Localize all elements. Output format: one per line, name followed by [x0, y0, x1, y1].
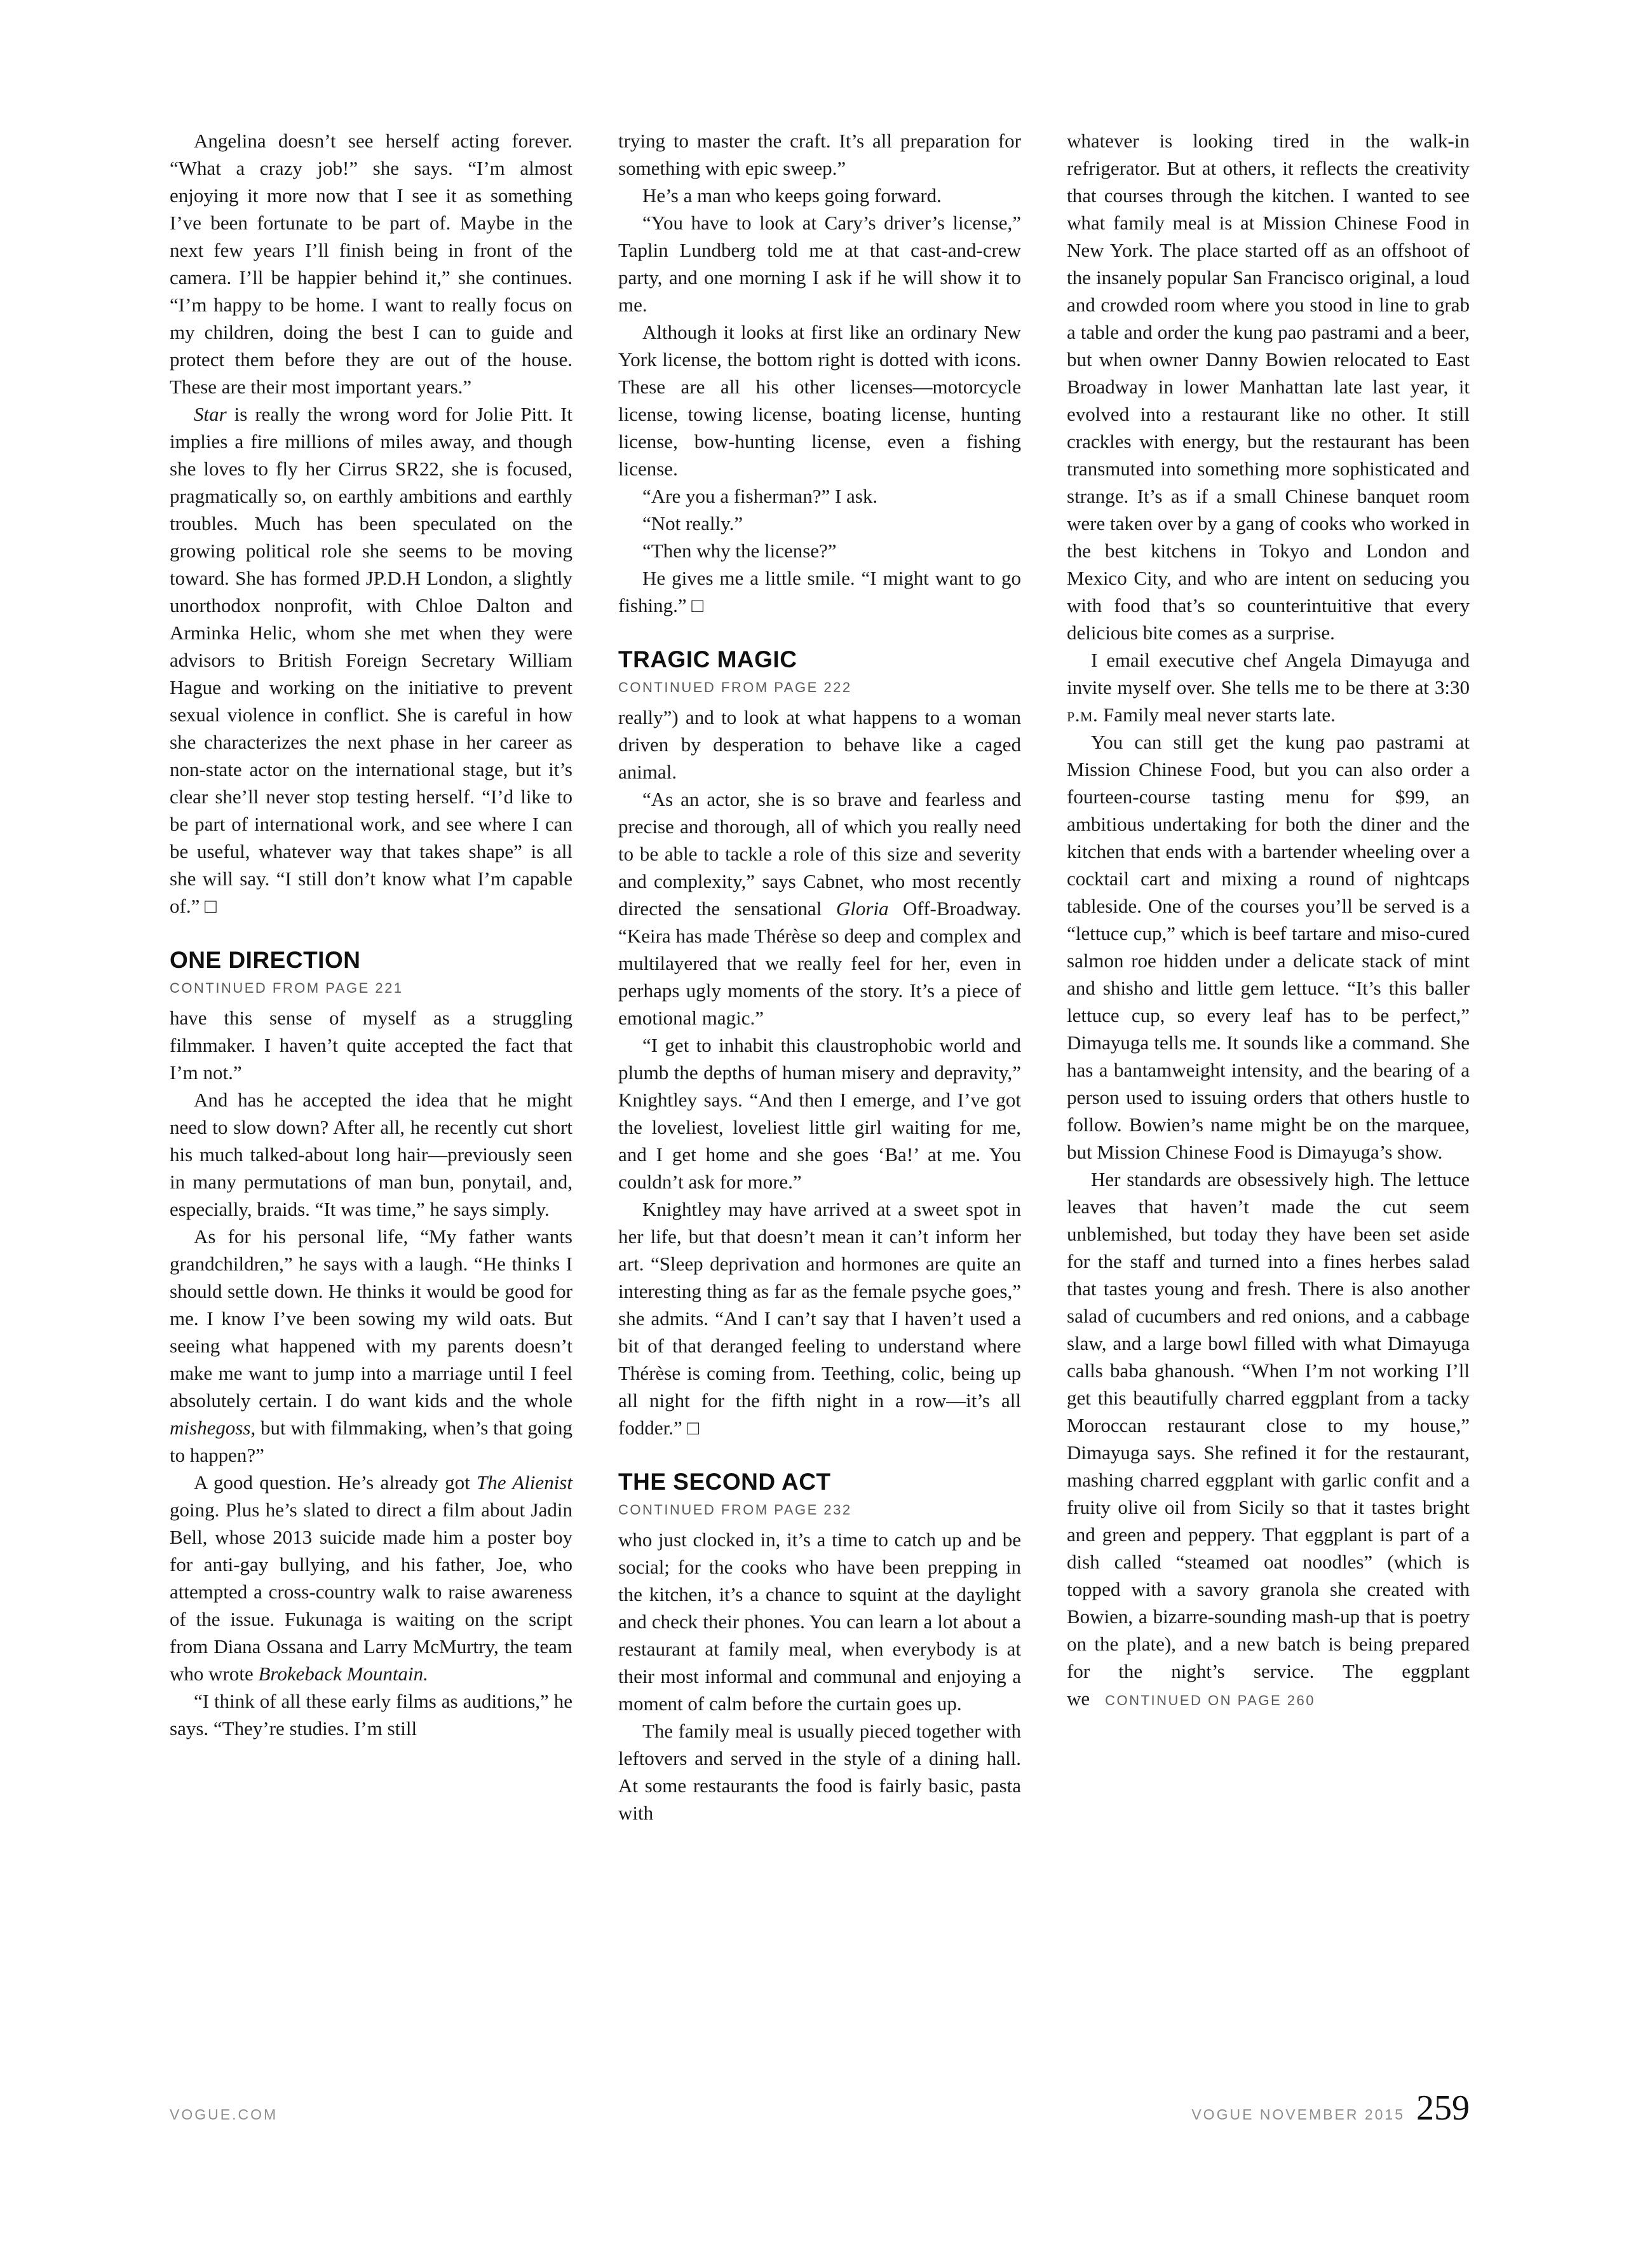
paragraph — [618, 1526, 1021, 1717]
text-segment: “I think of all these early films as auditions,” he says. “They’re studies. I’m still — [170, 1690, 572, 1740]
paragraph — [170, 1469, 572, 1687]
text-segment: going. Plus he’s slated to direct a film about Jadin Bell, whose 2013 suicide made him a poster boy for anti-gay bullying, and his father, Joe, who attempted a cross-country walk to raise awareness of the issue. Fukunaga is waiting on the script from Diana Ossana and Larry McMurtry, the team who wrote — [170, 1499, 572, 1685]
text-segment: Her standards are obsessively high. The lettuce leaves that haven’t made the cut seem unblemished, but today they have been set aside for the staff and turned into a fines herbes salad that tastes young and fresh. There is also another salad of cucumbers and red onions, and a cabbage slaw, and a large bowl filled with what Dimayuga calls baba ghanoush. “When I’m not working I’ll get this beautifully charred eggplant from a tacky Moroccan restaurant close to my house,” Dimayuga says. She refined it for the restaurant, mashing charred eggplant with garlic confit and a fruity olive oil from Sicily so that it tastes bright and green and peppery. That eggplant is part of a dish called “steamed oat noodles” (which is topped with a savory granola she created with Bowien, a bizarre-sounding mash-up that is poetry on the plate), and a new batch is being prepared for the night’s service. The eggplant we — [1067, 1168, 1470, 1710]
text-segment: but with filmmaking, when’s that going to happen?” — [170, 1417, 572, 1467]
footer-site-url: VOGUE.COM — [170, 2106, 278, 2123]
page-footer — [170, 2088, 1470, 2128]
continued-from-note: CONTINUED FROM PAGE 222 — [618, 679, 852, 695]
paragraph — [618, 318, 1021, 482]
text-segment: Gloria — [836, 897, 889, 920]
text-segment: “Not really.” — [642, 512, 743, 534]
paragraph — [618, 1717, 1021, 1827]
text-segment: As for his personal life, “My father wants grandchildren,” he says with a laugh. “He thinks I should settle down. He thinks it would be good for me. I know I’ve been sowing my wild oats. But seeing what happened with my parents doesn’t make me want to jump into a marriage until I feel absolutely certain. I do want kids and the whole — [170, 1225, 572, 1412]
paragraph — [170, 1086, 572, 1223]
paragraph — [618, 182, 1021, 209]
text-segment: have this sense of myself as a struggling filmmaker. I haven’t quite accepted the fact that I’m not.” — [170, 1007, 572, 1084]
footer-issue — [1191, 2088, 1470, 2128]
text-segment: “Then why the license?” — [642, 540, 837, 562]
paragraph — [170, 1223, 572, 1469]
text-segment: is really the wrong word for Jolie Pitt. It implies a fire millions of miles away, and though she loves to fly her Cirrus SR22, she is focused, pragmatically so, on earthly ambitions and earthly troubles. Much has been speculated on the growing political role she seems to be moving toward. She has formed JP.D.H London, a slightly unorthodox nonprofit, with Chloe Dalton and Arminka Helic, whom she met when they were advisors to British Foreign Secretary William Hague and working on the initiative to prevent sexual violence in conflict. She is careful in how she characterizes the next phase in her career as non-state actor on the international stage, but it’s clear she’ll never stop testing herself. “I’d like to be part of international work, and see where I can be useful, whatever way that takes shape” is all she will say. “I still don’t know what I’m capable of.” □ — [170, 403, 572, 917]
column-3 — [1067, 127, 1470, 1714]
text-segment: “As an actor, she is so brave and fearless and precise and thorough, all of which you really need to be able to tackle a role of this size and severity and complexity,” says Cabnet, who most recently directed the sensational — [618, 788, 1021, 920]
text-segment: who just clocked in, it’s a time to catch up and be social; for the cooks who have been prepping in the kitchen, it’s a chance to squint at the daylight and check their phones. You can learn a lot about a restaurant at family meal, when everybody is at their most informal and communal and enjoying a moment of calm before the curtain goes up. — [618, 1528, 1021, 1715]
paragraph — [618, 786, 1021, 1031]
paragraph — [1067, 127, 1470, 646]
article-columns — [170, 127, 1470, 1827]
text-segment: “You have to look at Cary’s driver’s license,” Taplin Lundberg told me at that cast-and-crew party, and one morning I ask if he will show it to me. — [618, 212, 1021, 316]
text-segment: mishegoss, — [170, 1417, 256, 1439]
text-segment: The family meal is usually pieced together with leftovers and served in the style of a dining hall. At some restaurants the food is fairly basic, pasta with — [618, 1720, 1021, 1825]
text-segment: A good question. He’s already got — [194, 1471, 477, 1494]
column-1 — [170, 127, 572, 1742]
text-segment: whatever is looking tired in the walk-in refrigerator. But at others, it reflects the creativity that courses through the kitchen. I wanted to see what family meal is at Mission Chinese Food in New York. The place started off as an offshoot of the insanely popular San Francisco original, a loud and crowded room where you stood in line to grab a table and order the kung pao pastrami and a beer, but when owner Danny Bowien relocated to East Broadway in lower Manhattan late last year, it evolved into a restaurant like no other. It still crackles with energy, but the restaurant has been transmuted into something more sophisticated and strange. It’s as if a small Chinese banquet room were taken over by a gang of cooks who worked in the best kitchens in Tokyo and London and Mexico City, and who are intent on seducing you with food that’s so counterintuitive that every delicious bite comes as a surprise. — [1067, 130, 1470, 644]
text-segment: “Are you a fisherman?” I ask. — [642, 485, 878, 507]
text-segment: Family meal never starts late. — [1098, 704, 1336, 726]
paragraph — [618, 564, 1021, 619]
text-segment: Although it looks at first like an ordinary New York license, the bottom right is dotted with icons. These are all his other licenses—motorcycle license, towing license, boating license, hunting license, bow-hunting license, even a fishing license. — [618, 321, 1021, 480]
text-segment: Brokeback Mountain. — [258, 1663, 428, 1685]
column-2 — [618, 127, 1021, 1827]
paragraph — [618, 1195, 1021, 1441]
paragraph — [618, 127, 1021, 182]
paragraph — [618, 1031, 1021, 1195]
paragraph — [170, 127, 572, 400]
paragraph — [170, 1687, 572, 1742]
continued-from-note: CONTINUED FROM PAGE 232 — [618, 1501, 852, 1518]
text-segment: You can still get the kung pao pastrami at Mission Chinese Food, but you can also order a fourteen-course tasting menu for $99, an ambitious undertaking for both the diner and the kitchen that ends with a bartender wheeling over a cocktail cart and mixing a round of nightcaps tableside. One of the courses you’ll be served is a “lettuce cup,” which is beef tartare and miso-cured salmon roe hidden under a delicate stack of mint and shisho and little gem lettuce. “It’s this baller lettuce cup, so every leaf has to be perfect,” Dimayuga tells me. It sounds like a command. She has a bantamweight intensity, and the bearing of a person used to issuing orders that others hustle to follow. Bowien’s name might be on the marquee, but Mission Chinese Food is Dimayuga’s show. — [1067, 731, 1470, 1163]
paragraph — [170, 400, 572, 920]
paragraph — [618, 537, 1021, 564]
paragraph — [1067, 646, 1470, 728]
text-segment: Knightley may have arrived at a sweet spot in her life, but that doesn’t mean it can’t inform her art. “Sleep deprivation and hormones are quite an interesting thing as far as the female psyche goes,” she admits. “And I can’t say that I haven’t used a bit of that deranged feeling to understand where Thérèse is coming from. Teething, colic, being up all night for the fifth night in a row—it’s all fodder.” □ — [618, 1198, 1021, 1439]
text-segment: And has he accepted the idea that he might need to slow down? After all, he recently cut short his much talked-about long hair—previously seen in many permutations of man bun, ponytail, and, especially, braids. “It was time,” he says simply. — [170, 1089, 572, 1221]
paragraph — [618, 209, 1021, 318]
paragraph — [1067, 1166, 1470, 1714]
article-heading: ONE DIRECTION — [170, 947, 361, 973]
paragraph — [618, 510, 1021, 537]
page-number: 259 — [1416, 2088, 1470, 2128]
text-segment: The Alienist — [477, 1471, 572, 1494]
text-segment: trying to master the craft. It’s all preparation for something with epic sweep.” — [618, 130, 1021, 179]
paragraph — [1067, 728, 1470, 1166]
text-segment: really”) and to look at what happens to a woman driven by desperation to behave like a caged animal. — [618, 706, 1021, 784]
footer-issue-label: VOGUE NOVEMBER 2015 — [1191, 2106, 1405, 2123]
continued-from-note: CONTINUED FROM PAGE 221 — [170, 979, 403, 996]
article-heading: THE SECOND ACT — [618, 1469, 831, 1495]
text-segment: He gives me a little smile. “I might want to go fishing.” □ — [618, 567, 1021, 616]
article-heading: TRAGIC MAGIC — [618, 646, 797, 672]
text-segment: Star — [194, 403, 227, 425]
text-segment: “I get to inhabit this claustrophobic world and plumb the depths of human misery and depravity,” Knightley says. “And then I emerge, and I’ve got the loveliest, loveliest little girl waiting for me, and I get home and she goes ‘Ba!’ at me. You couldn’t ask for more.” — [618, 1034, 1021, 1194]
paragraph — [170, 1004, 572, 1086]
text-segment: Off-Broadway. “Keira has made Thérèse so deep and complex and multilayered that we really feel for her, even in perhaps ugly moments of the story. It’s a piece of emotional magic.” — [618, 897, 1021, 1030]
paragraph — [618, 482, 1021, 510]
paragraph — [618, 704, 1021, 786]
continued-on-note: CONTINUED ON PAGE 260 — [1105, 1692, 1315, 1708]
text-segment: I email executive chef Angela Dimayuga and invite myself over. She tells me to be there at 3:30 — [1067, 649, 1470, 698]
text-segment: He’s a man who keeps going forward. — [642, 184, 942, 207]
text-segment: p.m. — [1067, 704, 1099, 726]
text-segment: Angelina doesn’t see herself acting forever. “What a crazy job!” she says. “I’m almost enjoying it more now that I see it as something I’ve been fortunate to be part of. Maybe in the next few years I’ll finish being in front of the camera. I’ll be happier behind it,” she continues. “I’m happy to be home. I want to really focus on my children, doing the best I can to guide and protect them before they are out of the house. These are their most important years.” — [170, 130, 572, 398]
